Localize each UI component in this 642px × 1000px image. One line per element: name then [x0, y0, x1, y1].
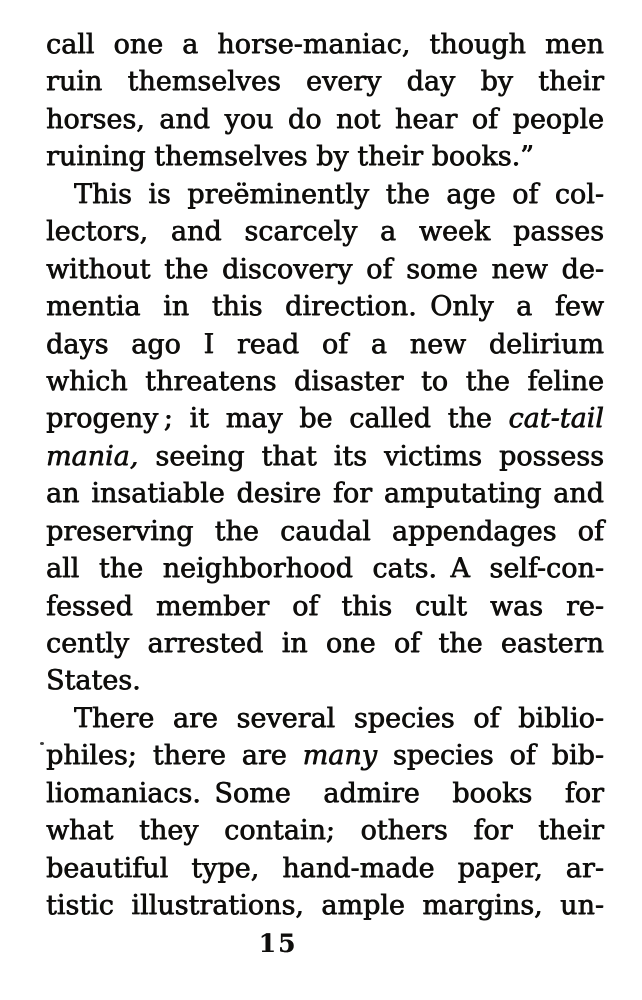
text-segment: what they contain; others for their	[46, 815, 604, 847]
text-segment: liomaniacs. Some admire books for	[46, 777, 604, 809]
text-line	[46, 101, 604, 138]
text-line	[46, 812, 604, 849]
text-line	[46, 400, 604, 437]
text-segment: call one a horse-maniac, though men	[46, 29, 604, 60]
text-line	[46, 288, 604, 325]
text-line	[46, 588, 604, 625]
text-line	[46, 625, 604, 662]
text-line	[46, 475, 604, 512]
text-line	[46, 700, 604, 737]
text-segment: This is preëminently the age of col-	[74, 178, 604, 210]
paragraph	[46, 176, 604, 700]
text-line	[46, 63, 604, 100]
italic-text-segment: mania,	[46, 440, 139, 472]
scan-speck-artifact	[40, 742, 44, 745]
text-segment: without the discovery of some new de-	[46, 253, 604, 285]
text-line	[46, 775, 604, 812]
text-line	[46, 363, 604, 400]
text-line	[46, 550, 604, 587]
text-segment: There are several species of biblio-	[74, 702, 604, 734]
paragraph	[46, 26, 604, 176]
text-line	[46, 513, 604, 550]
text-segment: tistic illustrations, ample margins, un-	[46, 890, 604, 922]
text-segment: seeing that its victims possess	[138, 440, 604, 472]
text-line	[46, 887, 604, 924]
text-segment: days ago I read of a new delirium	[46, 328, 604, 360]
text-segment: cently arrested in one of the eastern	[46, 628, 604, 659]
text-line	[46, 438, 604, 475]
text-line	[46, 176, 604, 213]
italic-text-segment: cat-tail	[508, 403, 604, 435]
text-segment: which threatens disaster to the feline	[46, 365, 604, 397]
text-line	[46, 662, 604, 699]
text-segment: philes; there are	[46, 740, 303, 772]
italic-text-segment: many	[302, 740, 378, 772]
text-segment: lectors, and scarcely a week passes	[46, 216, 604, 248]
text-line	[46, 326, 604, 363]
text-line	[46, 138, 604, 175]
text-segment: an insatiable desire for amputating and	[46, 478, 604, 510]
text-segment: States.	[46, 665, 141, 697]
text-segment: all the neighborhood cats. A self-con-	[46, 553, 604, 585]
text-segment: ruin themselves every day by their	[46, 66, 604, 98]
paragraph	[46, 700, 604, 925]
text-segment: preserving the caudal appendages of	[46, 515, 604, 547]
text-segment: ruining themselves by their books.”	[46, 141, 535, 173]
text-segment: fessed member of this cult was re-	[46, 590, 604, 622]
text-line	[46, 251, 604, 288]
page-number: 15	[258, 929, 298, 958]
text-line	[46, 850, 604, 887]
text-segment: species of bib-	[377, 740, 605, 772]
text-segment: horses, and you do not hear of people	[46, 103, 604, 135]
text-line	[46, 213, 604, 250]
text-segment: progeny ; it may be called the	[46, 403, 509, 435]
text-line	[46, 26, 604, 63]
text-line	[46, 737, 604, 774]
text-block	[46, 26, 604, 925]
text-segment: beautiful type, hand-made paper, ar-	[46, 852, 604, 884]
text-segment: mentia in this direction. Only a few	[46, 291, 604, 323]
